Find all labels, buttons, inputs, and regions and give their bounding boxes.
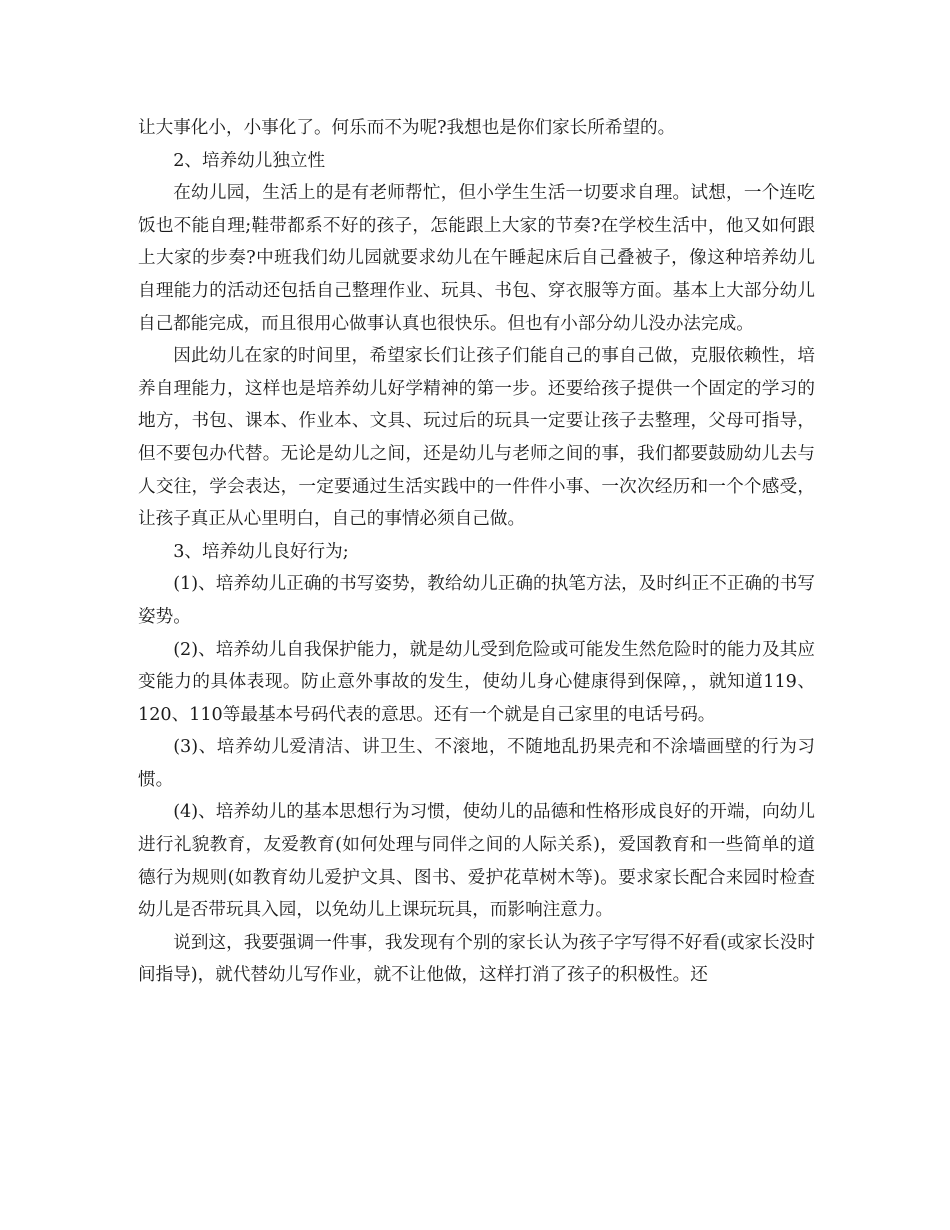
paragraph-homework-note: 说到这，我要强调一件事，我发现有个别的家长认为孩子字写得不好看(或家长没时间指导)，就代替幼儿写作业，就不让他做，这样打消了孩子的积极性。还	[138, 932, 815, 986]
paragraph-kindergarten-self-care: 在幼儿园，生活上的是有老师帮忙，但小学生生活一切要求自理。试想，一个连吃饭也不能自理;鞋带都系不好的孩子，怎能跟上大家的节奏?在学校生活中，他又如何跟上大家的步奏?中班我们幼儿园就要求幼儿在午睡起床后自己叠被子，像这种培养幼儿自理能力的活动还包括自己整理作业、玩具、书包、穿衣服等方面。基本上大部分幼儿自己都能完成，而且很用心做事认真也很快乐。但也有小部分幼儿没办法完成。	[138, 183, 815, 334]
list-item-hygiene: (3)、培养幼儿爱清洁、讲卫生、不滚地，不随地乱扔果壳和不涂墙画壁的行为习惯。	[138, 737, 815, 790]
paragraph-home-self-care: 因此幼儿在家的时间里，希望家长们让孩子们能自己的事自己做，克服依赖性，培养自理能力，这样也是培养幼儿好学精神的第一步。还要给孩子提供一个固定的学习的地方，书包、课本、作业本、文具、玩过后的玩具一定要让孩子去整理，父母可指导，但不要包办代替。无论是幼儿之间，还是幼儿与老师之间的事，我们都要鼓励幼儿去与人交往，学会表达，一定要通过生活实践中的一件件小事、一次次经历和一个个感受，让孩子真正从心里明白，自己的事情必须自己做。	[138, 346, 815, 530]
list-item-writing-posture: (1)、培养幼儿正确的书写姿势，教给幼儿正确的执笔方法，及时纠正不正确的书写姿势。	[138, 574, 815, 627]
section-heading-independence: 2、培养幼儿独立性	[173, 150, 326, 171]
section-heading-good-behavior: 3、培养幼儿良好行为;	[173, 541, 349, 562]
list-item-self-protection: (2)、培养幼儿自我保护能力，就是幼儿受到危险或可能发生然危险时的能力及其应变能力的具体表现。防止意外事故的发生，使幼儿身心健康得到保障，，就知道119、120、110等最基本号码代表的意思。还有一个就是自己家里的电话号码。	[138, 639, 815, 725]
document-body	[138, 112, 815, 992]
paragraph-continuation: 让大事化小，小事化了。何乐而不为呢?我想也是你们家长所希望的。	[138, 118, 676, 138]
list-item-moral-behavior: (4)、培养幼儿的基本思想行为习惯，使幼儿的品德和性格形成良好的开端，向幼儿进行礼貌教育，友爱教育(如何处理与同伴之间的人际关系)，爱国教育和一些简单的道德行为规则(如教育幼儿爱护文具、图书、爱护花草树木等)。要求家长配合来园时检查幼儿是否带玩具入园，以免幼儿上课玩玩具，而影响注意力。	[138, 802, 815, 921]
